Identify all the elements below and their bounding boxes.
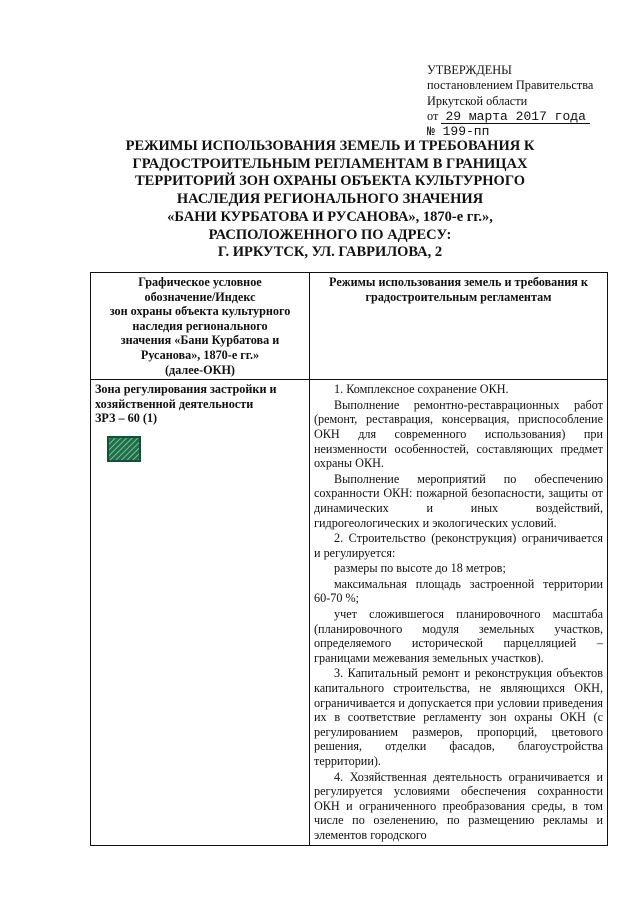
zone-cell — [91, 380, 310, 845]
header-left-line: Графическое условное — [138, 275, 262, 289]
header-left-line: обозначение/Индекс — [144, 289, 256, 304]
table-header-row — [91, 273, 608, 380]
approval-date-line — [427, 109, 627, 124]
header-left-line: значения «Бани Курбатова и — [120, 333, 280, 348]
requirement-paragraph: Выполнение мероприятий по обеспечению сохранности ОКН: пожарной безопасности, защиты от динамических и иных воздействий, гидрогеологических и экологических условий. — [314, 471, 603, 530]
requirements-cell — [310, 380, 608, 845]
zone-index: ЗРЗ – 60 (1) — [95, 411, 158, 426]
title-line: НАСЛЕДИЯ РЕГИОНАЛЬНОГО ЗНАЧЕНИЯ — [176, 191, 484, 208]
approval-from-prefix: от — [427, 108, 439, 123]
document-title — [110, 138, 550, 262]
table-row — [91, 380, 608, 845]
regulations-table — [90, 272, 608, 846]
requirement-paragraph: 1. Комплексное сохранение ОКН. — [334, 382, 509, 397]
header-cell-zone-designation — [91, 273, 310, 380]
requirement-paragraph: максимальная площадь застроенной территории 60-70 %; — [314, 576, 603, 606]
header-left-line: наследия регионального — [132, 318, 268, 333]
requirement-paragraph: учет сложившегося планировочного масштаба (планировочного модуля земельных участков, определяемого исторической парцелляцией – границами межевания земельных участков). — [314, 607, 603, 665]
title-line: Г. ИРКУТСК, УЛ. ГАВРИЛОВА, 2 — [217, 244, 443, 261]
header-right-line: Режимы использования земель и требования к — [329, 275, 588, 289]
header-left-line: (далее-ОКН) — [165, 362, 235, 377]
approval-number: № 199-пп — [427, 124, 490, 140]
requirement-paragraph: размеры по высоте до 18 метров; — [334, 561, 506, 576]
approval-region-line: Иркутской области — [427, 93, 528, 108]
header-left-line: Русанова», 1870-е гг.» — [140, 347, 260, 362]
title-line: РЕЖИМЫ ИСПОЛЬЗОВАНИЯ ЗЕМЕЛЬ И ТРЕБОВАНИЯ К — [125, 138, 535, 154]
title-line: «БАНИ КУРБАТОВА И РУСАНОВА», 1870-е гг.», — [167, 208, 493, 225]
header-cell-requirements — [310, 273, 608, 380]
zone-name-line: хозяйственной деятельности — [95, 396, 254, 411]
requirement-paragraph: 3. Капитальный ремонт и реконструкция объектов капитального строительства, не являющихся ОКН, ограничивается и допускается при условии приведения их в соответствие регламенту зон охраны ОКН (с регулированием размеров, пропорций, цветового решения, отделки фасадов, благоустройства территории). — [314, 666, 603, 768]
requirement-paragraph: Выполнение ремонтно-реставрационных работ (ремонт, реставрация, консервация, приспособление ОКН для современного использования) при неизменности особенностей, составляющих предмет охраны ОКН. — [314, 397, 603, 471]
title-line: ТЕРРИТОРИЙ ЗОН ОХРАНЫ ОБЪЕКТА КУЛЬТУРНОГО — [135, 173, 525, 190]
approval-date: 29 марта 2017 года — [441, 110, 589, 124]
approval-block — [427, 63, 627, 139]
header-right-line: градостроительным регламентам — [365, 289, 552, 304]
hatch-pattern-icon — [109, 438, 139, 460]
requirement-paragraph: 4. Хозяйственная деятельность ограничивается и регулируется условиями обеспечения сохранности ОКН и ограниченного преобразования среды, в том числе по озеленению, по размещению рекламы и элементов городского — [314, 769, 603, 842]
title-line: ГРАДОСТРОИТЕЛЬНЫМ РЕГЛАМЕНТАМ В ГРАНИЦАХ — [132, 155, 528, 172]
title-line: РАСПОЛОЖЕННОГО ПО АДРЕСУ: — [208, 226, 452, 243]
approval-decree-line: постановлением Правительства — [427, 78, 594, 93]
requirement-paragraph: 2. Строительство (реконструкция) ограничивается и регулируется: — [314, 531, 603, 560]
header-left-line: зон охраны объекта культурного — [109, 304, 291, 319]
zone-legend-swatch — [107, 436, 141, 462]
approval-heading: УТВЕРЖДЕНЫ — [427, 63, 512, 77]
zone-name-line: Зона регулирования застройки и — [95, 382, 277, 397]
